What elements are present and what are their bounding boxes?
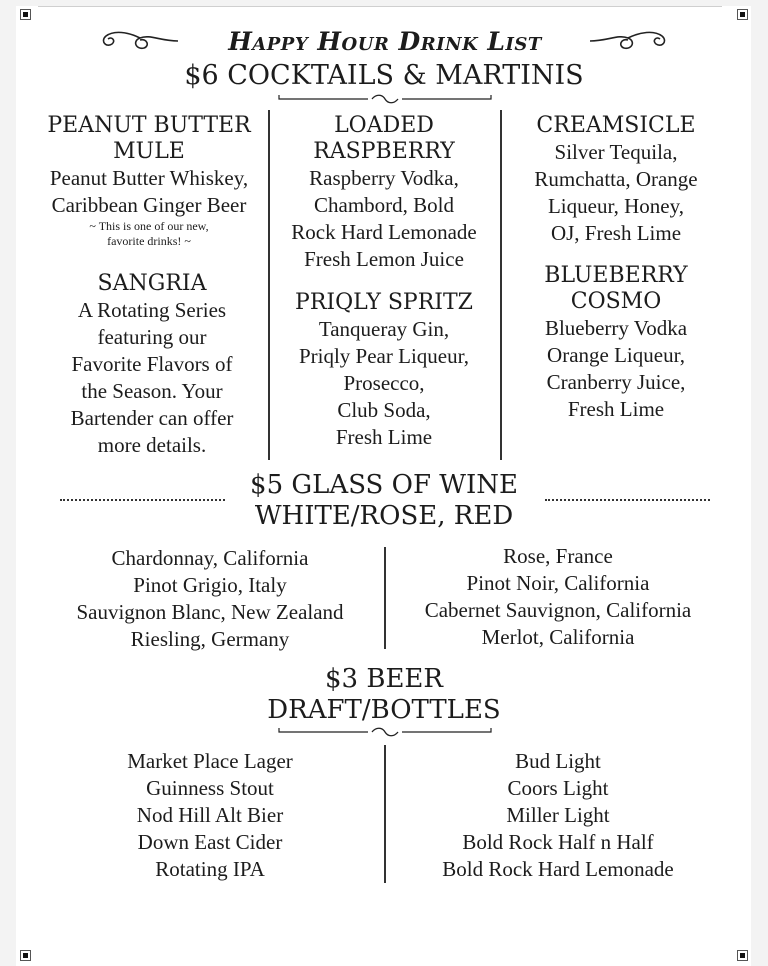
sangria-item — [20, 271, 284, 459]
item-description: Favorite Flavors of — [71, 352, 233, 376]
item-ingredient: Chambord, Bold — [314, 193, 454, 217]
item-ingredient: Caribbean Ginger Beer — [51, 193, 247, 217]
item-ingredient: Club Soda, — [337, 398, 431, 422]
wine-item: Cabernet Sauvignon, California — [424, 598, 692, 622]
loaded-raspberry-item — [268, 113, 500, 273]
wine-item: Merlot, California — [481, 625, 635, 649]
item-ingredient: Peanut Butter Whiskey, — [49, 166, 249, 190]
beer-subheading: DRAFT/BOTTLES — [267, 695, 501, 725]
item-ingredient: OJ, Fresh Lime — [550, 221, 682, 245]
beer-item: Market Place Lager — [127, 749, 293, 773]
item-name: SANGRIA — [97, 271, 207, 296]
item-note: ~ This is one of our new, — [89, 219, 209, 233]
item-ingredient: Fresh Lemon Juice — [304, 247, 464, 271]
wine-item: Pinot Noir, California — [466, 571, 650, 595]
wine-divider-dotted-left — [60, 499, 225, 501]
wine-subheading: WHITE/ROSE, RED — [254, 501, 514, 531]
item-name: RASPBERRY — [313, 139, 455, 164]
item-ingredient: Orange Liqueur, — [547, 343, 685, 367]
wine-column-divider — [384, 547, 386, 649]
bottle-beer-list — [400, 748, 716, 883]
wine-item: Chardonnay, California — [111, 546, 309, 570]
beer-item: Guinness Stout — [146, 776, 274, 800]
item-ingredient: Priqly Pear Liqueur, — [298, 344, 470, 368]
item-name: BLUEBERRY — [544, 263, 688, 288]
draft-beer-list — [60, 748, 360, 883]
wine-item: Sauvignon Blanc, New Zealand — [76, 600, 344, 624]
item-ingredient: Fresh Lime — [335, 425, 433, 449]
item-ingredient: Rumchatta, Orange — [534, 167, 698, 191]
item-name: PEANUT BUTTER — [47, 113, 251, 138]
item-ingredient: Silver Tequila, — [554, 140, 678, 164]
cocktails-heading: $6 COCKTAILS & MARTINIS — [184, 60, 584, 91]
beer-item: Rotating IPA — [155, 857, 265, 881]
item-note: favorite drinks! ~ — [107, 234, 191, 248]
wine-item: Rose, France — [503, 544, 613, 568]
red-wine-list — [395, 543, 721, 651]
wine-item: Riesling, Germany — [130, 627, 290, 651]
beer-item: Coors Light — [507, 776, 609, 800]
selection-handle-top-right[interactable] — [737, 9, 748, 20]
right-flourish-ornament — [588, 26, 668, 56]
item-description: A Rotating Series — [77, 298, 227, 322]
item-ingredient: Cranberry Juice, — [546, 370, 686, 394]
wine-divider-dotted-right — [545, 499, 710, 501]
priqly-spritz-item — [268, 290, 500, 451]
beer-item: Bold Rock Hard Lemonade — [442, 857, 674, 881]
item-description: more details. — [97, 433, 207, 457]
blueberry-cosmo-item — [500, 263, 732, 423]
beer-column-divider — [384, 745, 386, 883]
wine-item: Pinot Grigio, Italy — [133, 573, 287, 597]
beer-item: Nod Hill Alt Bier — [136, 803, 284, 827]
cocktails-divider-ornament — [278, 92, 492, 106]
peanut-butter-mule-item — [20, 113, 278, 249]
item-ingredient: Rock Hard Lemonade — [291, 220, 477, 244]
item-ingredient: Fresh Lime — [567, 397, 665, 421]
selection-handle-bottom-left[interactable] — [20, 950, 31, 961]
item-name: CREAMSICLE — [536, 113, 696, 138]
item-ingredient: Prosecco, — [343, 371, 425, 395]
item-name: MULE — [113, 139, 185, 164]
item-ingredient: Raspberry Vodka, — [309, 166, 459, 190]
item-description: the Season. Your — [81, 379, 223, 403]
beer-item: Bud Light — [515, 749, 601, 773]
beer-item: Down East Cider — [137, 830, 283, 854]
item-name: COSMO — [570, 289, 662, 314]
wine-heading: $5 GLASS OF WINE — [250, 470, 518, 500]
white-wine-list — [40, 545, 380, 653]
item-description: Bartender can offer — [70, 406, 234, 430]
beer-heading: $3 BEER — [325, 664, 443, 694]
selection-handle-bottom-right[interactable] — [737, 950, 748, 961]
beer-item: Bold Rock Half n Half — [462, 830, 654, 854]
beer-divider-ornament — [278, 725, 492, 739]
item-ingredient: Blueberry Vodka — [544, 316, 688, 340]
beer-item: Miller Light — [506, 803, 610, 827]
item-name: LOADED — [334, 113, 434, 138]
item-description: featuring our — [97, 325, 207, 349]
item-ingredient: Tanqueray Gin, — [318, 317, 450, 341]
page-top-border — [38, 6, 722, 7]
creamsicle-item — [500, 113, 732, 247]
item-ingredient: Liqueur, Honey, — [547, 194, 684, 218]
selection-handle-top-left[interactable] — [20, 9, 31, 20]
left-flourish-ornament — [100, 26, 180, 56]
menu-title: Happy Hour Drink List — [228, 27, 542, 56]
item-name: PRIQLY SPRITZ — [295, 290, 473, 315]
